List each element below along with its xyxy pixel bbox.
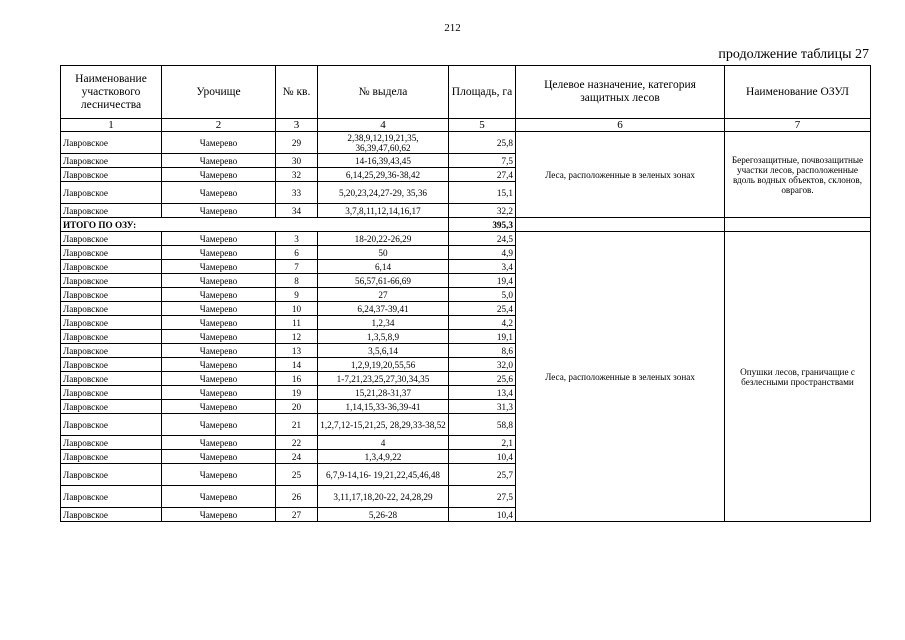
forest-table: [60, 65, 871, 522]
total-row: [61, 218, 871, 232]
vydel-cell: 3,7,8,11,12,14,16,17: [318, 204, 449, 218]
kvartal-cell: 25: [276, 464, 318, 486]
lesnichestvo-cell: Лавровское: [61, 358, 162, 372]
urochishche-cell: Чамерево: [162, 274, 276, 288]
empty-cell: [516, 218, 725, 232]
area-cell: 4,9: [449, 246, 516, 260]
kvartal-cell: 22: [276, 436, 318, 450]
total-label: ИТОГО ПО ОЗУ:: [61, 218, 449, 232]
area-cell: 25,8: [449, 132, 516, 154]
area-cell: 27,5: [449, 486, 516, 508]
lesnichestvo-cell: Лавровское: [61, 232, 162, 246]
header-cell: Площадь, га: [449, 66, 516, 119]
urochishche-cell: Чамерево: [162, 288, 276, 302]
vydel-cell: 1-7,21,23,25,27,30,34,35: [318, 372, 449, 386]
purpose-cell: Леса, расположенные в зеленых зонах: [516, 232, 725, 522]
vydel-cell: 5,20,23,24,27-29, 35,36: [318, 182, 449, 204]
header-cell: № кв.: [276, 66, 318, 119]
lesnichestvo-cell: Лавровское: [61, 316, 162, 330]
urochishche-cell: Чамерево: [162, 132, 276, 154]
ozul-cell: Опушки лесов, граничащие с безлесными пространствами: [725, 232, 871, 522]
vydel-cell: 5,26-28: [318, 508, 449, 522]
kvartal-cell: 30: [276, 154, 318, 168]
column-number: 2: [162, 119, 276, 132]
column-number: 5: [449, 119, 516, 132]
vydel-cell: 14-16,39,43,45: [318, 154, 449, 168]
vydel-cell: 3,5,6,14: [318, 344, 449, 358]
urochishche-cell: Чамерево: [162, 330, 276, 344]
urochishche-cell: Чамерево: [162, 450, 276, 464]
area-cell: 13,4: [449, 386, 516, 400]
area-cell: 7,5: [449, 154, 516, 168]
lesnichestvo-cell: Лавровское: [61, 274, 162, 288]
urochishche-cell: Чамерево: [162, 344, 276, 358]
kvartal-cell: 16: [276, 372, 318, 386]
kvartal-cell: 3: [276, 232, 318, 246]
table-row: [61, 232, 871, 246]
vydel-cell: 1,2,9,19,20,55,56: [318, 358, 449, 372]
lesnichestvo-cell: Лавровское: [61, 508, 162, 522]
area-cell: 15,1: [449, 182, 516, 204]
header-row: [61, 66, 871, 119]
lesnichestvo-cell: Лавровское: [61, 182, 162, 204]
area-cell: 19,1: [449, 330, 516, 344]
lesnichestvo-cell: Лавровское: [61, 400, 162, 414]
lesnichestvo-cell: Лавровское: [61, 330, 162, 344]
urochishche-cell: Чамерево: [162, 154, 276, 168]
kvartal-cell: 7: [276, 260, 318, 274]
lesnichestvo-cell: Лавровское: [61, 372, 162, 386]
column-number: 7: [725, 119, 871, 132]
urochishche-cell: Чамерево: [162, 302, 276, 316]
continuation-title: продолжение таблицы 27: [718, 47, 869, 62]
kvartal-cell: 19: [276, 386, 318, 400]
lesnichestvo-cell: Лавровское: [61, 414, 162, 436]
vydel-cell: 4: [318, 436, 449, 450]
urochishche-cell: Чамерево: [162, 260, 276, 274]
kvartal-cell: 34: [276, 204, 318, 218]
area-cell: 5,0: [449, 288, 516, 302]
urochishche-cell: Чамерево: [162, 168, 276, 182]
kvartal-cell: 13: [276, 344, 318, 358]
urochishche-cell: Чамерево: [162, 486, 276, 508]
urochishche-cell: Чамерево: [162, 182, 276, 204]
column-number-row: [61, 119, 871, 132]
column-number: 1: [61, 119, 162, 132]
area-cell: 10,4: [449, 508, 516, 522]
area-cell: 3,4: [449, 260, 516, 274]
lesnichestvo-cell: Лавровское: [61, 464, 162, 486]
vydel-cell: 6,24,37-39,41: [318, 302, 449, 316]
area-cell: 4,2: [449, 316, 516, 330]
kvartal-cell: 33: [276, 182, 318, 204]
urochishche-cell: Чамерево: [162, 386, 276, 400]
area-cell: 27,4: [449, 168, 516, 182]
column-number: 3: [276, 119, 318, 132]
area-cell: 24,5: [449, 232, 516, 246]
urochishche-cell: Чамерево: [162, 316, 276, 330]
lesnichestvo-cell: Лавровское: [61, 450, 162, 464]
area-cell: 8,6: [449, 344, 516, 358]
total-value: 395,3: [449, 218, 516, 232]
vydel-cell: 15,21,28-31,37: [318, 386, 449, 400]
urochishche-cell: Чамерево: [162, 414, 276, 436]
area-cell: 32,0: [449, 358, 516, 372]
area-cell: 10,4: [449, 450, 516, 464]
vydel-cell: 6,14: [318, 260, 449, 274]
lesnichestvo-cell: Лавровское: [61, 386, 162, 400]
vydel-cell: 6,7,9-14,16- 19,21,22,45,46,48: [318, 464, 449, 486]
kvartal-cell: 12: [276, 330, 318, 344]
lesnichestvo-cell: Лавровское: [61, 486, 162, 508]
kvartal-cell: 20: [276, 400, 318, 414]
urochishche-cell: Чамерево: [162, 436, 276, 450]
urochishche-cell: Чамерево: [162, 204, 276, 218]
kvartal-cell: 26: [276, 486, 318, 508]
vydel-cell: 18-20,22-26,29: [318, 232, 449, 246]
kvartal-cell: 32: [276, 168, 318, 182]
ozul-cell: Берегозащитные, почвозащитные участки лесов, расположенные вдоль водных объектов, склонов, оврагов.: [725, 132, 871, 218]
lesnichestvo-cell: Лавровское: [61, 302, 162, 316]
urochishche-cell: Чамерево: [162, 400, 276, 414]
urochishche-cell: Чамерево: [162, 246, 276, 260]
area-cell: 25,7: [449, 464, 516, 486]
vydel-cell: 1,3,4,9,22: [318, 450, 449, 464]
header-cell: Урочище: [162, 66, 276, 119]
area-cell: 32,2: [449, 204, 516, 218]
lesnichestvo-cell: Лавровское: [61, 204, 162, 218]
lesnichestvo-cell: Лавровское: [61, 260, 162, 274]
lesnichestvo-cell: Лавровское: [61, 168, 162, 182]
kvartal-cell: 29: [276, 132, 318, 154]
area-cell: 25,6: [449, 372, 516, 386]
vydel-cell: 1,14,15,33-36,39-41: [318, 400, 449, 414]
kvartal-cell: 8: [276, 274, 318, 288]
header-cell: Наименование участкового лесничества: [61, 66, 162, 119]
lesnichestvo-cell: Лавровское: [61, 154, 162, 168]
header-cell: Наименование ОЗУЛ: [725, 66, 871, 119]
vydel-cell: 1,3,5,8,9: [318, 330, 449, 344]
kvartal-cell: 11: [276, 316, 318, 330]
kvartal-cell: 24: [276, 450, 318, 464]
lesnichestvo-cell: Лавровское: [61, 132, 162, 154]
vydel-cell: 50: [318, 246, 449, 260]
lesnichestvo-cell: Лавровское: [61, 344, 162, 358]
kvartal-cell: 21: [276, 414, 318, 436]
area-cell: 31,3: [449, 400, 516, 414]
kvartal-cell: 6: [276, 246, 318, 260]
lesnichestvo-cell: Лавровское: [61, 436, 162, 450]
area-cell: 58,8: [449, 414, 516, 436]
column-number: 4: [318, 119, 449, 132]
vydel-cell: 1,2,34: [318, 316, 449, 330]
lesnichestvo-cell: Лавровское: [61, 246, 162, 260]
empty-cell: [725, 218, 871, 232]
kvartal-cell: 10: [276, 302, 318, 316]
vydel-cell: 1,2,7,12-15,21,25, 28,29,33-38,52: [318, 414, 449, 436]
urochishche-cell: Чамерево: [162, 358, 276, 372]
urochishche-cell: Чамерево: [162, 232, 276, 246]
urochishche-cell: Чамерево: [162, 508, 276, 522]
column-number: 6: [516, 119, 725, 132]
urochishche-cell: Чамерево: [162, 372, 276, 386]
area-cell: 2,1: [449, 436, 516, 450]
purpose-cell: Леса, расположенные в зеленых зонах: [516, 132, 725, 218]
table-row: [61, 132, 871, 154]
header-cell: Целевое назначение, категория защитных лесов: [516, 66, 725, 119]
area-cell: 19,4: [449, 274, 516, 288]
kvartal-cell: 14: [276, 358, 318, 372]
vydel-cell: 2,38,9,12,19,21,35, 36,39,47,60,62: [318, 132, 449, 154]
header-cell: № выдела: [318, 66, 449, 119]
vydel-cell: 6,14,25,29,36-38,42: [318, 168, 449, 182]
lesnichestvo-cell: Лавровское: [61, 288, 162, 302]
kvartal-cell: 27: [276, 508, 318, 522]
page-number: 212: [444, 22, 461, 34]
urochishche-cell: Чамерево: [162, 464, 276, 486]
vydel-cell: 56,57,61-66,69: [318, 274, 449, 288]
kvartal-cell: 9: [276, 288, 318, 302]
area-cell: 25,4: [449, 302, 516, 316]
vydel-cell: 3,11,17,18,20-22, 24,28,29: [318, 486, 449, 508]
vydel-cell: 27: [318, 288, 449, 302]
